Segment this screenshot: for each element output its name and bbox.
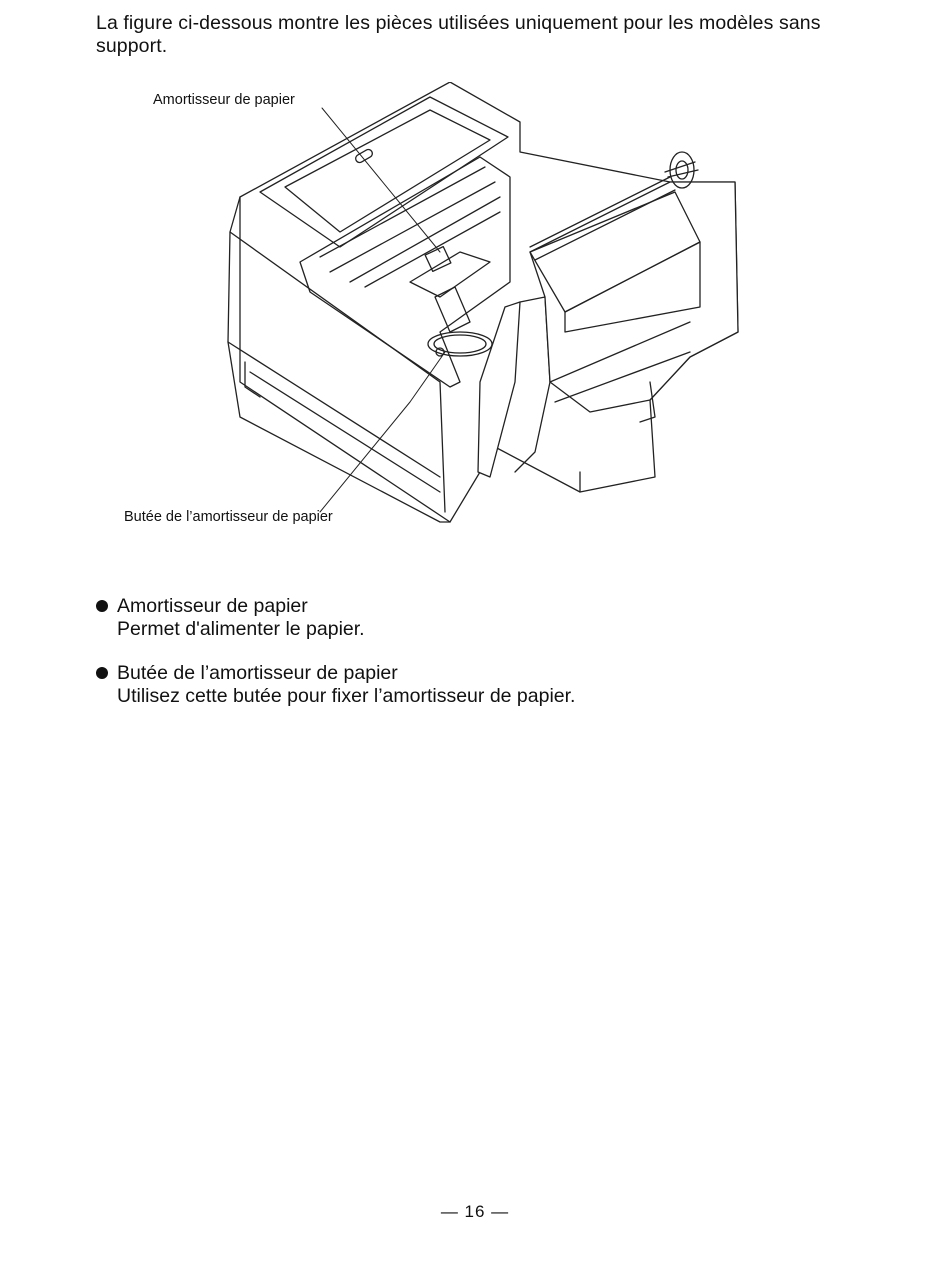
printer-illustration-icon bbox=[110, 82, 750, 552]
list-item bbox=[96, 662, 856, 708]
callout-paper-damper-stop: Butée de l’amortisseur de papier bbox=[124, 509, 333, 525]
bullet-list bbox=[96, 595, 856, 729]
item-title: Amortisseur de papier bbox=[117, 595, 308, 617]
item-title: Butée de l’amortisseur de papier bbox=[117, 662, 398, 684]
page-number: — 16 — bbox=[440, 1202, 510, 1221]
bullet-icon bbox=[96, 667, 108, 679]
printer-figure bbox=[110, 82, 750, 552]
bullet-icon bbox=[96, 600, 108, 612]
callout-paper-damper: Amortisseur de papier bbox=[153, 92, 295, 108]
list-item bbox=[96, 595, 856, 641]
item-description: Utilisez cette butée pour fixer l’amortisseur de papier. bbox=[117, 685, 576, 707]
item-description: Permet d'alimenter le papier. bbox=[117, 618, 365, 640]
intro-paragraph: La figure ci-dessous montre les pièces utilisées uniquement pour les modèles sans support. bbox=[96, 12, 821, 57]
